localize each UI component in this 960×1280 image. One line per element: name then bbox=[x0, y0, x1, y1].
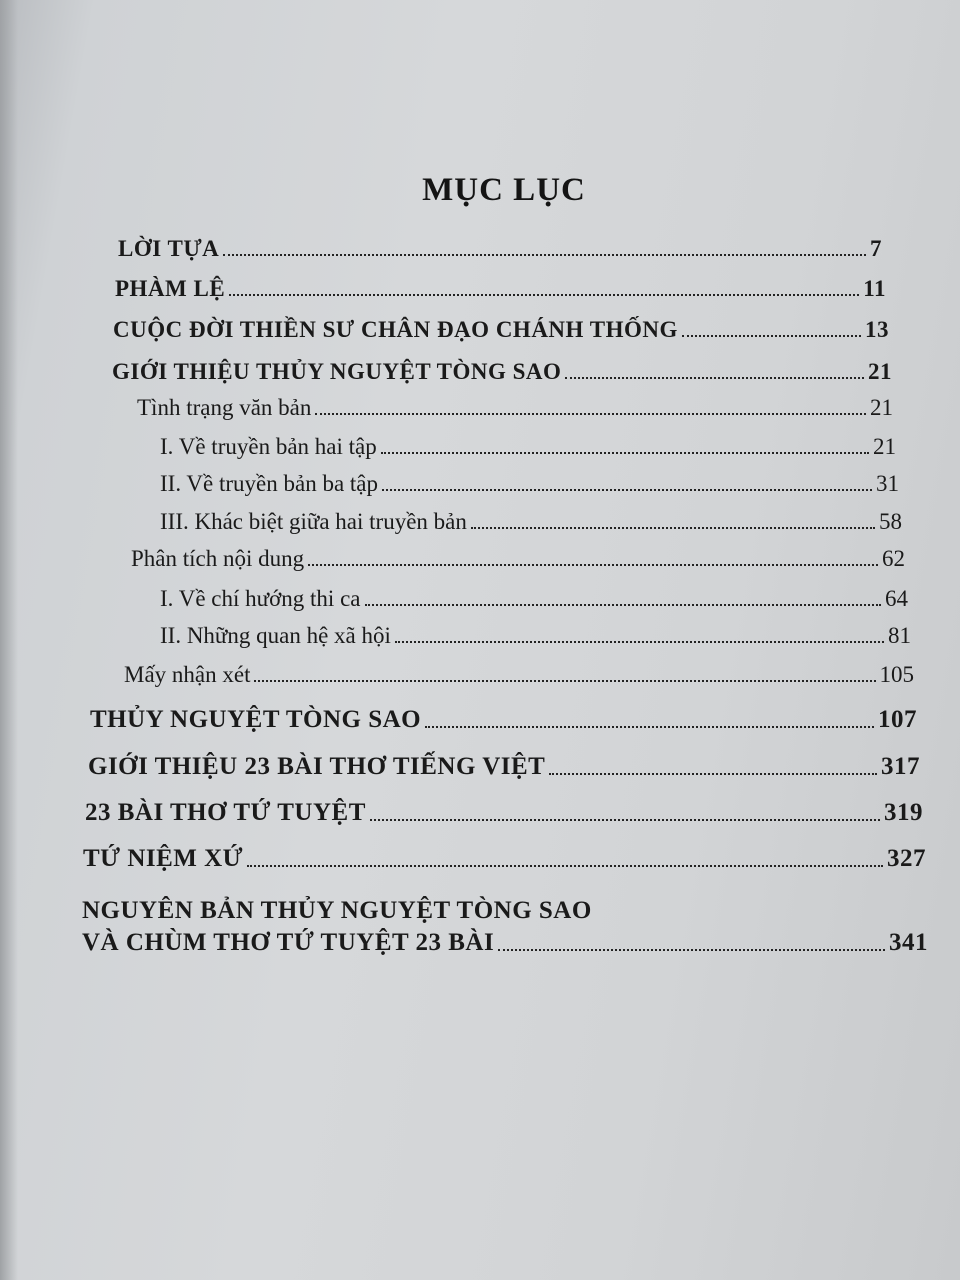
dot-leader bbox=[254, 680, 875, 682]
toc-entry-label: CUỘC ĐỜI THIỀN SƯ CHÂN ĐẠO CHÁNH THỐNG bbox=[113, 317, 678, 342]
toc-entry-label: THỦY NGUYỆT TÒNG SAO bbox=[90, 706, 422, 733]
dot-leader bbox=[682, 335, 861, 337]
dot-leader bbox=[308, 564, 878, 566]
toc-entry-label-line2: VÀ CHÙM THƠ TỨ TUYỆT 23 BÀI bbox=[82, 929, 495, 956]
dot-leader bbox=[498, 949, 885, 951]
toc-entry-label: II. Về truyền bản ba tập bbox=[160, 471, 378, 496]
toc-entry-page: 319 bbox=[884, 799, 923, 826]
toc-entry-label: GIỚI THIỆU 23 BÀI THƠ TIẾNG VIỆT bbox=[88, 753, 546, 780]
toc-entry-label: 23 BÀI THƠ TỨ TUYỆT bbox=[85, 799, 366, 826]
toc-entry bbox=[82, 929, 928, 957]
toc-entry-page: 21 bbox=[870, 395, 893, 420]
toc-entry-page: 21 bbox=[873, 434, 896, 459]
toc-entry-label: LỜI TỰA bbox=[118, 236, 220, 261]
toc-entry bbox=[112, 359, 892, 385]
toc-entry bbox=[90, 706, 917, 734]
toc-entry-label: GIỚI THIỆU THỦY NGUYỆT TÒNG SAO bbox=[112, 359, 562, 384]
toc-entry bbox=[160, 509, 902, 535]
dot-leader bbox=[370, 819, 880, 821]
toc-entry bbox=[88, 753, 920, 781]
dot-leader bbox=[247, 865, 883, 867]
toc-entry bbox=[137, 395, 893, 421]
toc-entry-page: 341 bbox=[889, 929, 928, 956]
dot-leader bbox=[395, 641, 884, 643]
toc-entry-label: Mấy nhận xét bbox=[124, 662, 251, 687]
page-title: MỤC LỤC bbox=[422, 172, 586, 208]
toc-entry-page: 64 bbox=[885, 586, 908, 611]
dot-leader bbox=[549, 773, 877, 775]
toc-entry bbox=[160, 434, 896, 460]
dot-leader bbox=[315, 413, 866, 415]
toc-entry-page: 327 bbox=[887, 845, 926, 872]
toc-entry-label: II. Những quan hệ xã hội bbox=[160, 623, 391, 648]
toc-entry-page: 317 bbox=[881, 753, 920, 780]
toc-entry bbox=[160, 586, 908, 612]
dot-leader bbox=[223, 254, 866, 256]
toc-entry-label: I. Về truyền bản hai tập bbox=[160, 434, 377, 459]
toc-entry-label: III. Khác biệt giữa hai truyền bản bbox=[160, 509, 467, 534]
toc-entry bbox=[83, 845, 926, 873]
toc-entry-page: 58 bbox=[879, 509, 902, 534]
toc-entry-page: 13 bbox=[865, 317, 889, 342]
dot-leader bbox=[382, 489, 872, 491]
toc-entry-page: 62 bbox=[882, 546, 905, 571]
toc-entry-page: 7 bbox=[870, 236, 882, 261]
toc-entry bbox=[113, 317, 889, 343]
toc-entry-label: TỨ NIỆM XỨ bbox=[83, 845, 244, 872]
toc-entry bbox=[131, 546, 905, 572]
toc-entry-page: 107 bbox=[878, 706, 917, 733]
toc-entry bbox=[115, 276, 886, 302]
toc-entry-label: Tình trạng văn bản bbox=[137, 395, 312, 420]
toc-entry bbox=[160, 623, 911, 649]
toc-entry-label-line1: NGUYÊN BẢN THỦY NGUYỆT TÒNG SAO bbox=[82, 897, 592, 924]
dot-leader bbox=[425, 726, 874, 728]
toc-entry-page: 21 bbox=[868, 359, 892, 384]
dot-leader bbox=[365, 604, 882, 606]
toc-entry-label: Phân tích nội dung bbox=[131, 546, 305, 571]
toc-entry-page: 31 bbox=[876, 471, 899, 496]
toc-entry-label: PHÀM LỆ bbox=[115, 276, 226, 301]
toc-entry-page: 11 bbox=[863, 276, 886, 301]
toc-entry-page: 81 bbox=[888, 623, 911, 648]
toc-entry bbox=[85, 799, 923, 827]
dot-leader bbox=[229, 294, 859, 296]
toc-entry-label: I. Về chí hướng thi ca bbox=[160, 586, 361, 611]
toc-entry bbox=[160, 471, 899, 497]
dot-leader bbox=[381, 452, 869, 454]
toc-entry bbox=[124, 662, 914, 688]
dot-leader bbox=[565, 377, 864, 379]
dot-leader bbox=[471, 527, 875, 529]
toc-entry-page: 105 bbox=[879, 662, 914, 687]
toc-entry bbox=[118, 236, 882, 262]
